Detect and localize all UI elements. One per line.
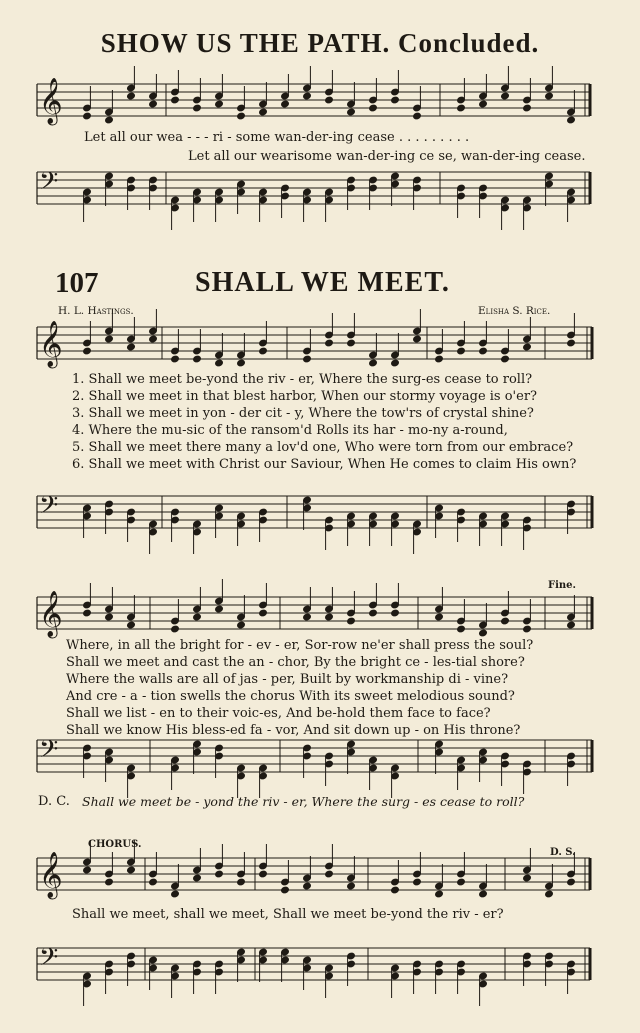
note-head	[457, 347, 466, 355]
note-head	[369, 104, 378, 112]
note-head	[391, 96, 400, 104]
dc-label: D. C.	[38, 794, 70, 809]
note-head	[237, 878, 246, 886]
note-head	[413, 335, 422, 343]
treble-clef-icon: 𝄞	[39, 321, 63, 367]
note-head	[303, 613, 312, 621]
note-head	[325, 613, 334, 621]
fine-marking: Fine.	[548, 580, 577, 591]
note-head	[171, 355, 180, 363]
note-head	[127, 866, 136, 874]
note-head	[259, 108, 268, 116]
note-head	[347, 617, 356, 625]
note-head	[435, 890, 444, 898]
note-head	[435, 613, 444, 621]
verse-b-line-3: Where the walls are all of jas - per, Built by workmanship di - vine?	[66, 672, 509, 687]
verse-b-line-1: Where, in all the bright for - ev - er, Sor-row ne'er shall press the soul?	[66, 638, 534, 653]
note-head	[149, 335, 158, 343]
note-head	[127, 92, 136, 100]
note-head	[457, 104, 466, 112]
verse-a-line-2: 2. Shall we meet in that blest harbor, When our stormy voyage is o'er?	[72, 389, 538, 404]
note-head	[523, 343, 532, 351]
note-head	[215, 100, 224, 108]
note-head	[347, 108, 356, 116]
treble-clef-icon: 𝄞	[39, 78, 63, 124]
note-head	[105, 116, 114, 124]
note-head	[479, 890, 488, 898]
verse-a-line-4: 4. Where the mu-sic of the ransom'd Rolls its har - mo-ny a-round,	[72, 423, 508, 438]
hymn-title: SHALL WE MEET.	[195, 267, 450, 298]
bass-clef-icon: 𝄢	[39, 943, 59, 978]
note-head	[545, 92, 554, 100]
note-head	[479, 347, 488, 355]
note-head	[83, 866, 92, 874]
ds-marking: D. S.	[550, 847, 576, 858]
note-head	[83, 609, 92, 617]
note-head	[171, 625, 180, 633]
note-head	[369, 609, 378, 617]
note-head	[501, 617, 510, 625]
verse-b-line-6: Shall we know His bless-ed fa - vor, And sit down up - on His throne?	[66, 723, 521, 738]
note-head	[435, 355, 444, 363]
note-head	[303, 355, 312, 363]
note-head	[127, 343, 136, 351]
note-head	[457, 878, 466, 886]
note-head	[193, 104, 202, 112]
note-head	[149, 100, 158, 108]
note-head	[567, 116, 576, 124]
note-head	[457, 625, 466, 633]
note-head	[347, 882, 356, 890]
section1-title-text: SHOW US THE PATH.	[100, 28, 391, 58]
note-head	[237, 359, 246, 367]
verse-a-line-1: 1. Shall we meet be-yond the riv - er, Where the surg-es cease to roll?	[72, 372, 533, 387]
treble-clef-icon: 𝄞	[39, 852, 63, 898]
note-head	[501, 355, 510, 363]
note-head	[303, 92, 312, 100]
note-head	[391, 359, 400, 367]
note-head	[193, 874, 202, 882]
note-head	[567, 878, 576, 886]
note-head	[259, 347, 268, 355]
hymn-number: 107	[55, 267, 99, 299]
note-head	[171, 890, 180, 898]
note-head	[215, 605, 224, 613]
section1-lyric-1: Let all our wea - - - ri - some wan-der-ing cease . . . . . . . . .	[84, 130, 470, 145]
note-head	[325, 870, 334, 878]
note-head	[391, 886, 400, 894]
note-head	[501, 92, 510, 100]
note-head	[523, 874, 532, 882]
note-head	[193, 613, 202, 621]
note-head	[215, 359, 224, 367]
note-head	[259, 870, 268, 878]
note-head	[105, 613, 114, 621]
note-head	[171, 96, 180, 104]
section1-lyric-2: Let all our wearisome wan-der-ing ce se, wan-der-ing cease.	[188, 149, 586, 164]
author-credit: H. L. Hastings.	[58, 305, 134, 317]
section1-subtitle: Concluded.	[398, 28, 540, 58]
note-head	[193, 355, 202, 363]
note-head	[83, 112, 92, 120]
note-head	[105, 878, 114, 886]
note-head	[413, 878, 422, 886]
verse-b-line-5: Shall we list - en to their voic-es, And be-hold them face to face?	[66, 706, 491, 721]
note-head	[325, 96, 334, 104]
note-head	[479, 629, 488, 637]
chorus-label: CHORUS.	[88, 839, 142, 850]
verse-a-line-3: 3. Shall we meet in yon - der cit - y, Where the tow'rs of crystal shine?	[72, 406, 534, 421]
dc-text: Shall we meet be - yond the riv - er, Where the surg - es cease to roll?	[82, 794, 525, 809]
note-head	[369, 359, 378, 367]
note-head	[567, 621, 576, 629]
verse-a-line-6: 6. Shall we meet with Christ our Saviour, When He comes to claim His own?	[72, 457, 577, 472]
composer-credit: Elisha S. Rice.	[478, 305, 551, 317]
note-head	[127, 621, 136, 629]
note-head	[479, 100, 488, 108]
note-head	[237, 112, 246, 120]
bass-clef-icon: 𝄢	[39, 735, 59, 770]
note-head	[149, 878, 158, 886]
note-head	[281, 100, 290, 108]
note-head	[281, 886, 290, 894]
bass-clef-icon: 𝄢	[39, 167, 59, 202]
treble-clef-icon: 𝄞	[39, 591, 63, 637]
verse-b-line-2: Shall we meet and cast the an - chor, By the bright ce - les-tial shore?	[66, 655, 525, 670]
note-head	[523, 104, 532, 112]
note-head	[325, 339, 334, 347]
note-head	[215, 870, 224, 878]
chorus-lyric: Shall we meet, shall we meet, Shall we meet be-yond the riv - er?	[72, 907, 504, 922]
verse-b-line-4: And cre - a - tion swells the chorus With its sweet melodious sound?	[66, 689, 515, 704]
note-head	[83, 347, 92, 355]
note-head	[567, 339, 576, 347]
bass-clef-icon: 𝄢	[39, 491, 59, 526]
note-head	[237, 621, 246, 629]
note-head	[523, 625, 532, 633]
note-head	[105, 335, 114, 343]
note-head	[347, 339, 356, 347]
note-head	[413, 112, 422, 120]
note-head	[303, 882, 312, 890]
note-head	[259, 609, 268, 617]
note-head	[391, 609, 400, 617]
verse-a-line-5: 5. Shall we meet there many a lov'd one, Who were torn from our embrace?	[72, 440, 574, 455]
note-head	[545, 890, 554, 898]
